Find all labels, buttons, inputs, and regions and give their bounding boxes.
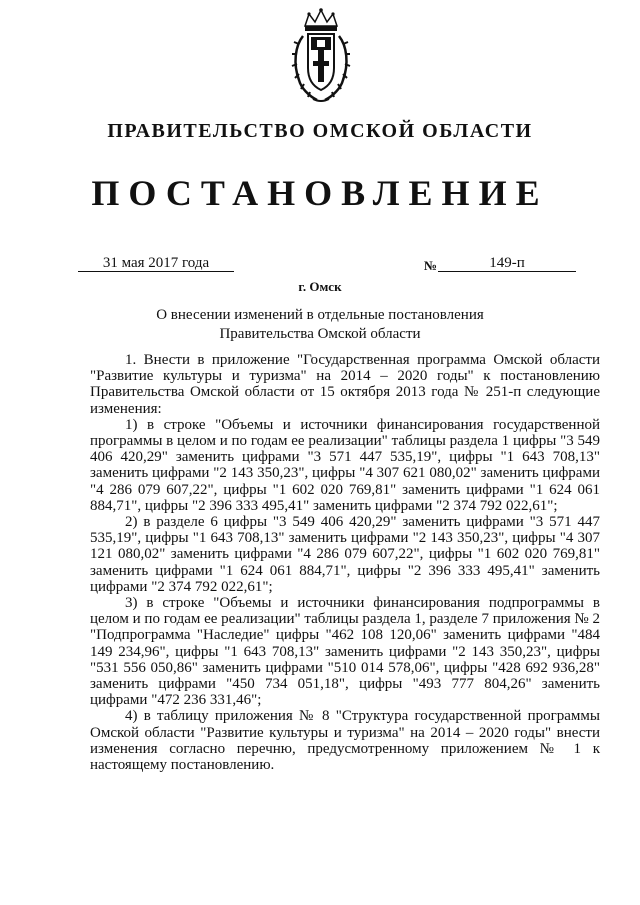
omsk-coat-of-arms-icon bbox=[291, 6, 351, 106]
paragraph: 4) в таблицу приложения № 8 "Структура государственной программы Омской области "Развитие культуры и туризма" на 2014 – 2020 годы" внести изменения согласно перечню, предусмотренному приложением № 1 к настоящему постановлению. bbox=[90, 708, 600, 774]
decree-body bbox=[90, 352, 600, 773]
paragraph: 1) в строке "Объемы и источники финансирования государственной программы в целом и по годам ее реализации" таблицы раздела 1 цифры "3 549 406 420,29" заменить цифрами "3 571 447 535,19", цифры "1 643 708,13" заменить цифрами "2 143 350,23", цифры "4 307 621 080,02" заменить цифрами "4 286 079 607,22", цифры "1 602 020 769,81" заменить цифрами "1 624 061 884,71", цифры "2 396 333 495,41" заменить цифрами "2 374 792 022,61"; bbox=[90, 416, 600, 514]
paragraph: 1. Внести в приложение "Государственная программа Омской области "Развитие культуры и туризма" на 2014 – 2020 годы" к постановлению Правительства Омской области от 15 октября 2013 года № 251-п следующие изменения: bbox=[90, 352, 600, 417]
document-type: ПОСТАНОВЛЕНИЕ bbox=[91, 173, 549, 213]
city: г. Омск bbox=[298, 279, 342, 294]
government-name: ПРАВИТЕЛЬСТВО ОМСКОЙ ОБЛАСТИ bbox=[107, 120, 533, 142]
decree-number: 149-п bbox=[438, 255, 576, 272]
decree-date: 31 мая 2017 года bbox=[78, 255, 234, 272]
paragraph: 3) в строке "Объемы и источники финансирования подпрограммы в целом и по годам ее реализации" таблицы раздела 1, разделе 7 приложения № 2 "Подпрограмма "Наследие" цифры "462 108 120,06" заменить цифрами "484 149 234,96", цифры "1 643 708,13" заменить цифрами "2 143 350,23", цифры "531 556 050,86" заменить цифрами "510 014 578,06", цифры "428 692 936,28" заменить цифрами "450 734 051,18", цифры "493 777 804,26" заменить цифрами "472 236 331,46"; bbox=[90, 595, 600, 709]
paragraph: 2) в разделе 6 цифры "3 549 406 420,29" заменить цифрами "3 571 447 535,19", цифры "1 643 708,13" заменить цифрами "2 143 350,23", цифры "4 307 121 080,02" заменить цифрами "4 286 079 607,22", цифры "1 602 020 769,81" заменить цифрами "1 624 061 884,71", цифры "2 396 333 495,41" заменить цифрами "2 374 792 022,61"; bbox=[90, 514, 600, 595]
number-sign: № bbox=[424, 258, 438, 273]
decree-subject: О внесении изменений в отдельные постановления Правительства Омской области bbox=[156, 307, 484, 342]
